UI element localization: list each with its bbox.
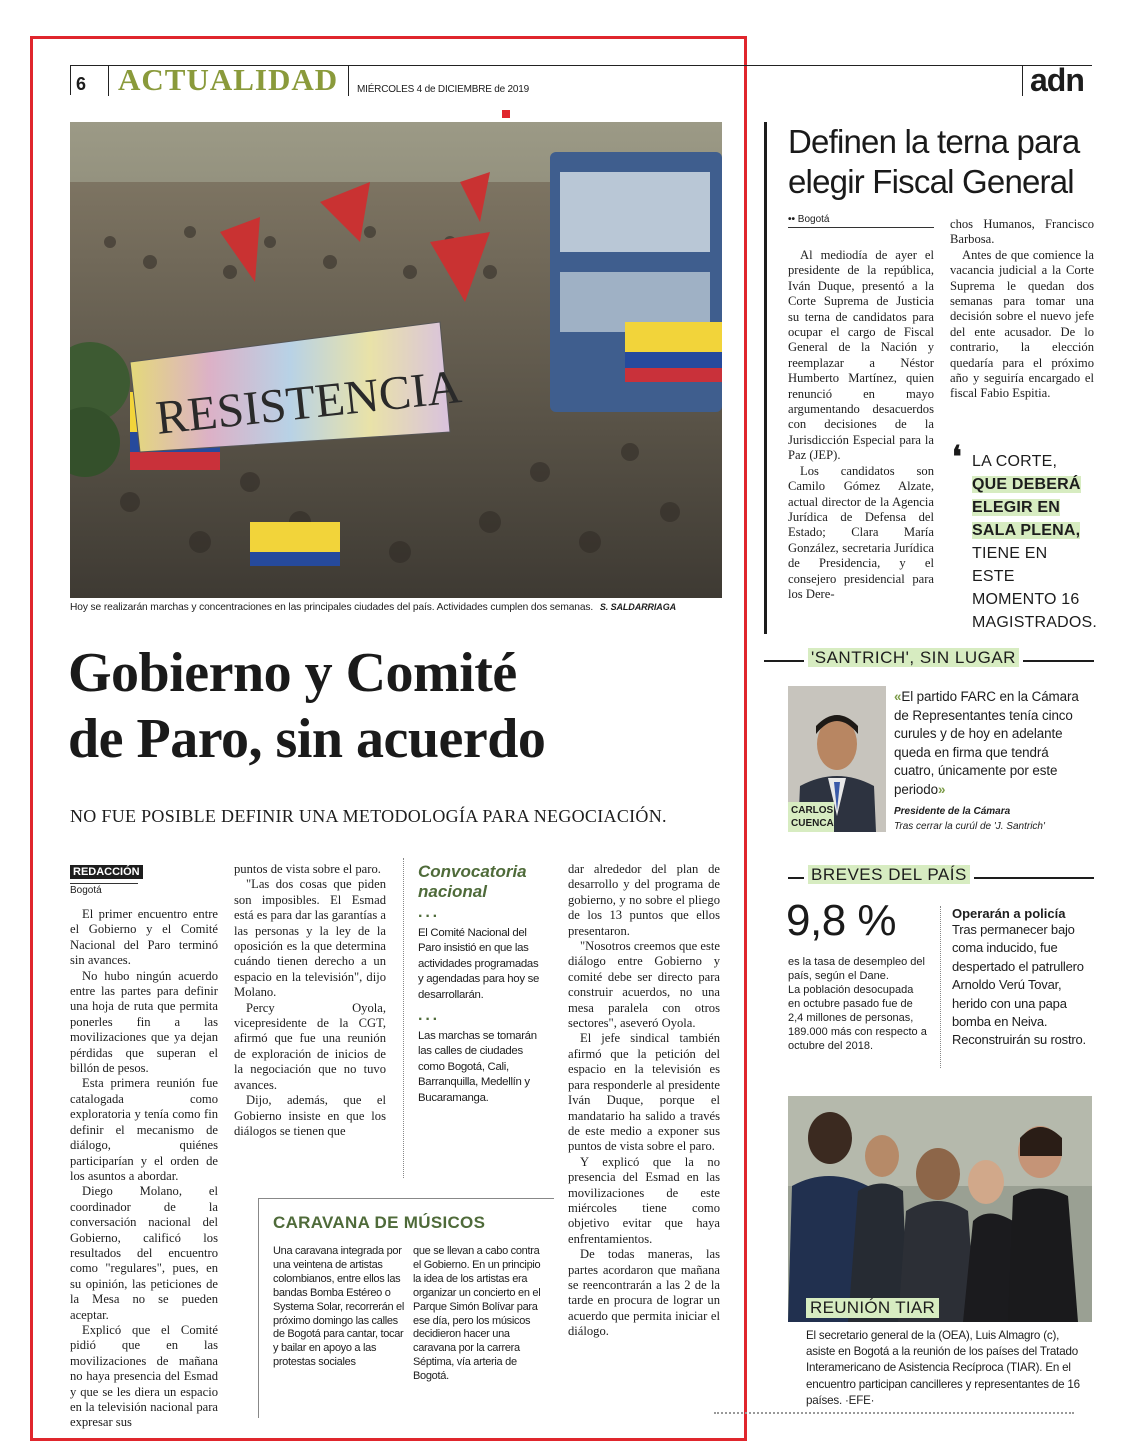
paragraph: dar alrededor del plan de desarrollo y del programa de gobierno, y no sobre el pliego de los 13 puntos que ellos presentaron.: [568, 862, 720, 938]
tiar-label: REUNIÓN TIAR: [806, 1298, 939, 1318]
santrich-quote-text: El partido FARC en la Cámara de Representantes tenía cinco curules y de hoy en adelante queda en firma que tendrá cuatro, únicamente por este periodo: [894, 689, 1079, 797]
red-marker: [502, 110, 510, 118]
dots-divider: ···: [418, 1011, 440, 1029]
paragraph: El jefe sindical también afirmó que la petición del espacio en la televisión es para responderle al presidente Iván Duque, porque el mandatario ha salido a través de este medio a exponer sus puntos de vista sobre el paro.: [568, 1031, 720, 1154]
paragraph: El primer encuentro entre el Gobierno y el Comité Nacional del Paro terminó sin avances.: [70, 907, 218, 968]
sidebar-title: Convocatoria nacional: [418, 862, 527, 901]
subhead: NO FUE POSIBLE DEFINIR UNA METODOLOGÍA PARA NEGOCIACIÓN.: [70, 806, 667, 826]
open-quote-icon: «: [894, 689, 902, 704]
paragraph: Explicó que el Comité pidió que en las movilizaciones de mañana no haya presencia del Esmad y que se les diera un espacio en la televisión nacional para expresar sus: [70, 1322, 218, 1430]
section-title: ACTUALIDAD: [118, 62, 339, 97]
page-number: 6: [76, 74, 87, 94]
protest-photo: [70, 122, 722, 598]
footer-dotted-rule: [714, 1412, 1074, 1414]
paragraph: puntos de vista sobre el paro.: [234, 862, 381, 876]
fiscal-location-text: Bogotá: [797, 214, 830, 225]
breves-section-title: [804, 865, 974, 885]
paragraph: Al mediodía de ayer el presidente de la república, Iván Duque, presentó a la Corte Suprema de Justicia su terna de candidatos para ocupar el cargo de Fiscal General de la Nación y reemplazar a Néstor Humberto Martínez, quien renunció en mayo argumentando desacuerdos con decisiones de la Jurisdicción Especial para la Paz (JEP).: [788, 248, 934, 463]
headline-line-2: de Paro, sin acuerdo: [68, 708, 546, 770]
carlos-cuenca-photo: [788, 686, 886, 832]
header-divider-2: [348, 66, 349, 96]
dots-divider: ···: [418, 908, 440, 925]
photo-caption: Hoy se realizarán marchas y concentraciones en las principales ciudades del país. Actividades cumplen dos semanas.: [70, 602, 594, 613]
right-rail-rule: [764, 122, 767, 634]
byline-location: Bogotá: [70, 883, 138, 896]
adn-logo: adn: [1030, 62, 1084, 98]
paragraph: Percy Oyola, vicepresidente de la CGT, afirmó que fue una reunión de exploración de inicios de la negociación que no tuvo avances.: [234, 1000, 386, 1092]
caravana-box: [258, 1198, 554, 1418]
paragraph: No hubo ningún acuerdo entre las partes para definir una hoja de ruta que permita ponerles fin a las movilizaciones que ya dejan pérdidas que superan el billón de pesos.: [70, 968, 218, 1076]
sidebar-convocatoria: [418, 862, 543, 1106]
banner-text: RESISTENCIA: [153, 360, 464, 445]
paragraph: Los candidatos son Camilo Gómez Alzate, actual director de la Agencia Jurídica de Defensa del Estado; Clara María González, secretaria Jurídica de Presidencia, y el consejero presidencial para los Dere-: [788, 463, 934, 601]
paragraph: "Las dos cosas que piden son imposibles. El Esmad está es para dar las garantías a las personas y la ley de la oposición es la que determina cuándo tienen derecho a un espacio en la televisión", dijo Molano.: [234, 877, 386, 1000]
fiscal-pull-quote: [952, 441, 1098, 634]
santrich-role: Presidente de la Cámara: [894, 806, 1011, 817]
paragraph: Y explicó que la no presencia del Esmad en las movilizaciones de este miércoles tiene como objetivo evitar que haya enfrentamientos.: [568, 1154, 720, 1246]
fiscal-column-2: [950, 217, 1094, 402]
caravana-title: CARAVANA DE MÚSICOS: [273, 1213, 486, 1232]
issue-date: MIÉRCOLES 4 de DICIEMBRE de 2019: [357, 84, 530, 95]
paragraph: Esta primera reunión fue catalogada como exploratoria y tenía como fin definir el mecanismo de diálogo, quiénes participarían y el orden de los asuntos a abordar.: [70, 1076, 218, 1183]
santrich-context: Tras cerrar la curúl de 'J. Santrich': [894, 821, 1045, 832]
breves-item-title: Operarán a policía: [952, 906, 1066, 921]
quote-mark-icon: ❛: [952, 441, 962, 474]
stat-text-detail: La población desocupada en octubre pasado fue de 2,4 millones de personas, 189.000 más con respecto a octubre del 2018.: [788, 984, 927, 1052]
stat-text-main: es la tasa de desempleo del país, según el Dane.: [788, 956, 925, 982]
quote-a: LA CORTE,: [972, 453, 1058, 470]
sidebar-paragraph-2: Las marchas se tomarán las calles de ciudades como Bogotá, Cali, Barranquilla, Medellín y Bucaramanga.: [418, 1030, 537, 1104]
article-column-2: [234, 862, 386, 1139]
fiscal-location: •• Bogotá: [788, 214, 934, 228]
close-quote-icon: »: [937, 781, 946, 797]
photo-credit: S. SALDARRIAGA: [599, 602, 677, 612]
quote-c: TIENE EN ESTE MOMENTO 16 MAGISTRADOS.: [972, 545, 1098, 631]
paragraph: Antes de que comience la vacancia judicial a la Corte Suprema le quedan dos semanas para tomar una decisión sobre el nuevo jefe del ente acusador. De lo contrario, la elección quedaría para el próximo año y seguiría encargado el fiscal Fabio Espitia.: [950, 247, 1094, 401]
header-tick: [70, 65, 71, 95]
breves-divider: [940, 906, 941, 1068]
fiscal-headline: Definen la terna para elegir Fiscal General: [788, 123, 1080, 200]
headline-line-1: Gobierno y Comité: [68, 642, 517, 704]
photo-caption-line: [70, 602, 676, 613]
article-column-4: [568, 862, 720, 1340]
byline-author: REDACCIÓN: [70, 865, 143, 879]
logo-divider: [1022, 66, 1023, 96]
paragraph: Dijo, además, que el Gobierno insiste en que los diálogos se tienen que: [234, 1093, 386, 1138]
paragraph: chos Humanos, Francisco Barbosa.: [950, 217, 1094, 247]
byline: [70, 862, 143, 896]
santrich-section-text: 'SANTRICH', SIN LUGAR: [808, 648, 1019, 667]
paragraph: Diego Molano, el coordinador de la conversación nacional del Gobierno, calificó los resultados del encuentro como "regulares", pues, en su opinión, las peticiones de la Mesa no se pueden aceptar.: [70, 1184, 218, 1322]
tiar-photo-illustration: [788, 1096, 1092, 1322]
paragraph: "Nosotros creemos que este diálogo entre Gobierno y comité debe ser directo para construir acuerdos, no una mesa paralela con otros sectores", aseveró Oyola.: [568, 939, 720, 1031]
breves-item: [952, 906, 1092, 1050]
breves-section-text: BREVES DEL PAÍS: [808, 865, 970, 884]
tiar-caption: El secretario general de la (OEA), Luis Almagro (c), asiste en Bogotá a la reunión de los países del Tratado Interamericano de Asistencia Recíproca (TIAR). En el encuentro participan cancilleres y representantes de 16 países. ·EFE·: [806, 1329, 1080, 1407]
quote-b-wrap: [952, 473, 1092, 542]
sidebar-rule: [403, 858, 404, 1178]
sidebar-paragraph-1: El Comité Nacional del Paro insistió en que las actividades programadas y agendadas para hoy se desarrollarán.: [418, 927, 540, 1001]
tiar-photo: [788, 1096, 1092, 1322]
fiscal-column-1: [788, 248, 934, 602]
santrich-quote: [894, 688, 1090, 800]
article-column-1: [70, 907, 218, 1431]
quote-b: QUE DEBERÁ ELEGIR EN SALA PLENA,: [972, 476, 1081, 539]
stat-text: [788, 955, 928, 1053]
main-headline: [68, 640, 545, 772]
santrich-section-title: [804, 648, 1023, 668]
paragraph: De todas maneras, las partes acordaron que mañana se reencontrarán a las 2 de la tarde en procura de lograr un acuerdo que permita iniciar el diálogo.: [568, 1247, 720, 1339]
unemployment-stat: 9,8 %: [786, 896, 897, 945]
portrait-name-label: CARLOS CUENCA: [788, 802, 834, 832]
header-divider: [108, 66, 109, 96]
breves-item-text: Tras permanecer bajo coma inducido, fue despertado el patrullero Arnoldo Verú Tovar, herido con una papa bomba en Neiva. Reconstruirán su rostro.: [952, 922, 1086, 1048]
caravana-column-1: Una caravana integrada por una veintena de artistas colombianos, entre ellos las bandas Bomba Estéreo o Systema Solar, recorrerán el próximo domingo las calles de Bogotá para cantar, tocar y bailar en apoyo a las protestas sociales: [273, 1245, 404, 1369]
protest-photo-illustration: [70, 122, 722, 598]
caravana-column-2: que se llevan a cabo contra el Gobierno. En un principio la idea de los artistas era organizar un concierto en el Parque Simón Bolívar para ese día, pero los músicos decidieron hacer una caravana por la carrera Séptima, vía arteria de Bogotá.: [413, 1245, 541, 1383]
